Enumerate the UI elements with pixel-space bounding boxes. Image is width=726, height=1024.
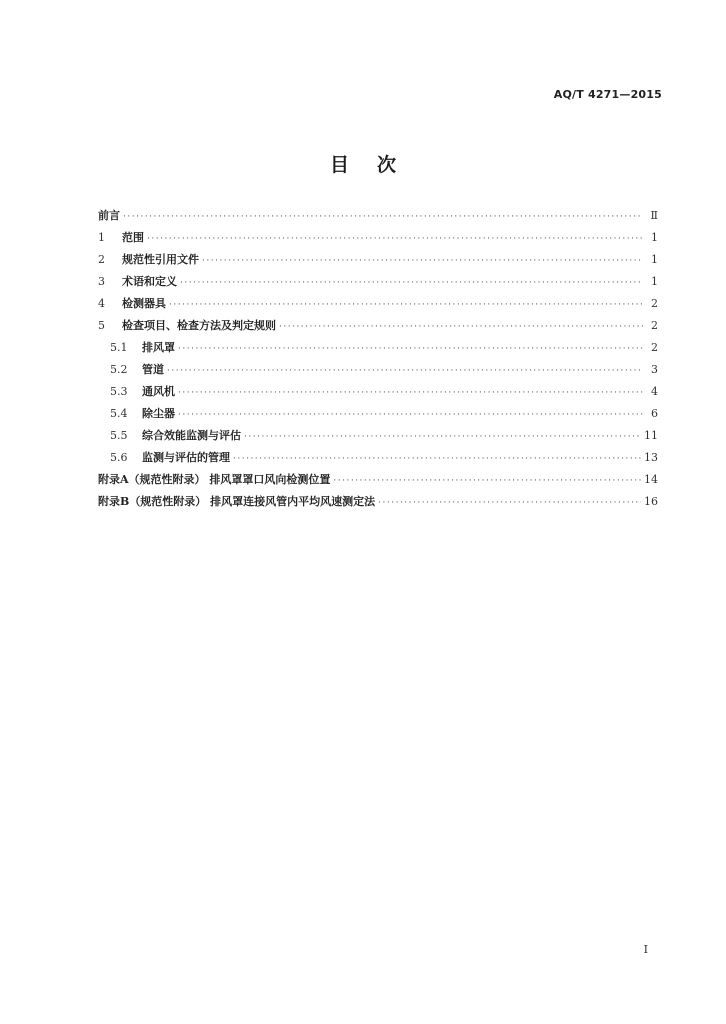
toc-entry-page: 4	[651, 385, 658, 398]
toc-entry-label: 检查项目、检查方法及判定规则	[122, 319, 276, 332]
toc-leader-dots	[333, 470, 641, 492]
page-number: I	[643, 943, 648, 956]
toc-entry-label: 管道	[142, 363, 164, 376]
toc-entry-page: 2	[651, 297, 658, 310]
toc-entry-1[interactable]	[98, 227, 658, 249]
toc-entry-page: 6	[651, 407, 658, 420]
toc-leader-dots	[279, 316, 643, 338]
toc-leader-dots	[244, 426, 641, 448]
toc-entry-5-5[interactable]	[98, 425, 658, 447]
toc-entry-2[interactable]	[98, 249, 658, 271]
toc-leader-dots	[202, 250, 643, 272]
toc-entry-page: 2	[651, 341, 658, 354]
toc-entry-5[interactable]	[98, 315, 658, 337]
toc-leader-dots	[378, 492, 641, 514]
toc-entry-label: （规范性附录） 排风罩罩口风向检测位置	[128, 473, 331, 486]
toc-entry-label: 范围	[122, 231, 144, 244]
toc-entry-4[interactable]	[98, 293, 658, 315]
toc-leader-dots	[233, 448, 641, 470]
standard-code: AQ/T 4271—2015	[553, 88, 662, 101]
toc-entry-number: 5.5	[110, 429, 128, 442]
table-of-contents	[98, 205, 658, 513]
toc-entry-label: 前言	[98, 209, 120, 222]
toc-entry-label: （规范性附录） 排风罩连接风管内平均风速测定法	[129, 495, 376, 508]
toc-leader-dots	[169, 294, 643, 316]
toc-entry-5-1[interactable]	[98, 337, 658, 359]
toc-entry-5-2[interactable]	[98, 359, 658, 381]
toc-entry-number: 5.4	[110, 407, 128, 420]
page-title: 目次	[329, 154, 424, 176]
toc-entry-appendix-a[interactable]	[98, 469, 658, 491]
toc-entry-5-6[interactable]	[98, 447, 658, 469]
toc-entry-label: 排风罩	[142, 341, 175, 354]
toc-entry-number: 5.6	[110, 451, 128, 464]
toc-entry-page: 2	[651, 319, 658, 332]
toc-entry-3[interactable]	[98, 271, 658, 293]
toc-entry-number: 附录A	[98, 473, 129, 486]
toc-entry-label: 术语和定义	[122, 275, 177, 288]
toc-entry-number: 附录B	[98, 495, 130, 508]
toc-entry-number: 5	[98, 319, 105, 332]
toc-leader-dots	[178, 338, 643, 360]
toc-entry-number: 4	[98, 297, 105, 310]
toc-entry-number: 1	[98, 231, 105, 244]
toc-entry-page: Ⅱ	[650, 209, 658, 222]
toc-leader-dots	[178, 404, 643, 426]
toc-entry-page: 13	[644, 451, 658, 464]
toc-entry-label: 检测器具	[122, 297, 166, 310]
toc-leader-dots	[167, 360, 643, 382]
toc-entry-number: 5.1	[110, 341, 128, 354]
toc-entry-label: 规范性引用文件	[122, 253, 199, 266]
toc-entry-number: 5.2	[110, 363, 128, 376]
toc-entry-label: 监测与评估的管理	[142, 451, 230, 464]
toc-leader-dots	[147, 228, 643, 250]
toc-entry-label: 综合效能监测与评估	[142, 429, 241, 442]
toc-entry-label: 除尘器	[142, 407, 175, 420]
toc-entry-page: 14	[644, 473, 658, 486]
toc-entry-foreword[interactable]	[98, 205, 658, 227]
toc-leader-dots	[180, 272, 643, 294]
toc-entry-page: 1	[651, 231, 658, 244]
toc-leader-dots	[178, 382, 643, 404]
toc-entry-page: 16	[644, 495, 658, 508]
toc-leader-dots	[123, 206, 643, 228]
toc-entry-5-3[interactable]	[98, 381, 658, 403]
toc-entry-number: 2	[98, 253, 105, 266]
toc-entry-5-4[interactable]	[98, 403, 658, 425]
toc-entry-page: 11	[644, 429, 658, 442]
toc-entry-label: 通风机	[142, 385, 175, 398]
toc-entry-appendix-b[interactable]	[98, 491, 658, 513]
toc-entry-number: 3	[98, 275, 105, 288]
toc-entry-number: 5.3	[110, 385, 128, 398]
toc-entry-page: 3	[651, 363, 658, 376]
toc-entry-page: 1	[651, 275, 658, 288]
toc-entry-page: 1	[651, 253, 658, 266]
